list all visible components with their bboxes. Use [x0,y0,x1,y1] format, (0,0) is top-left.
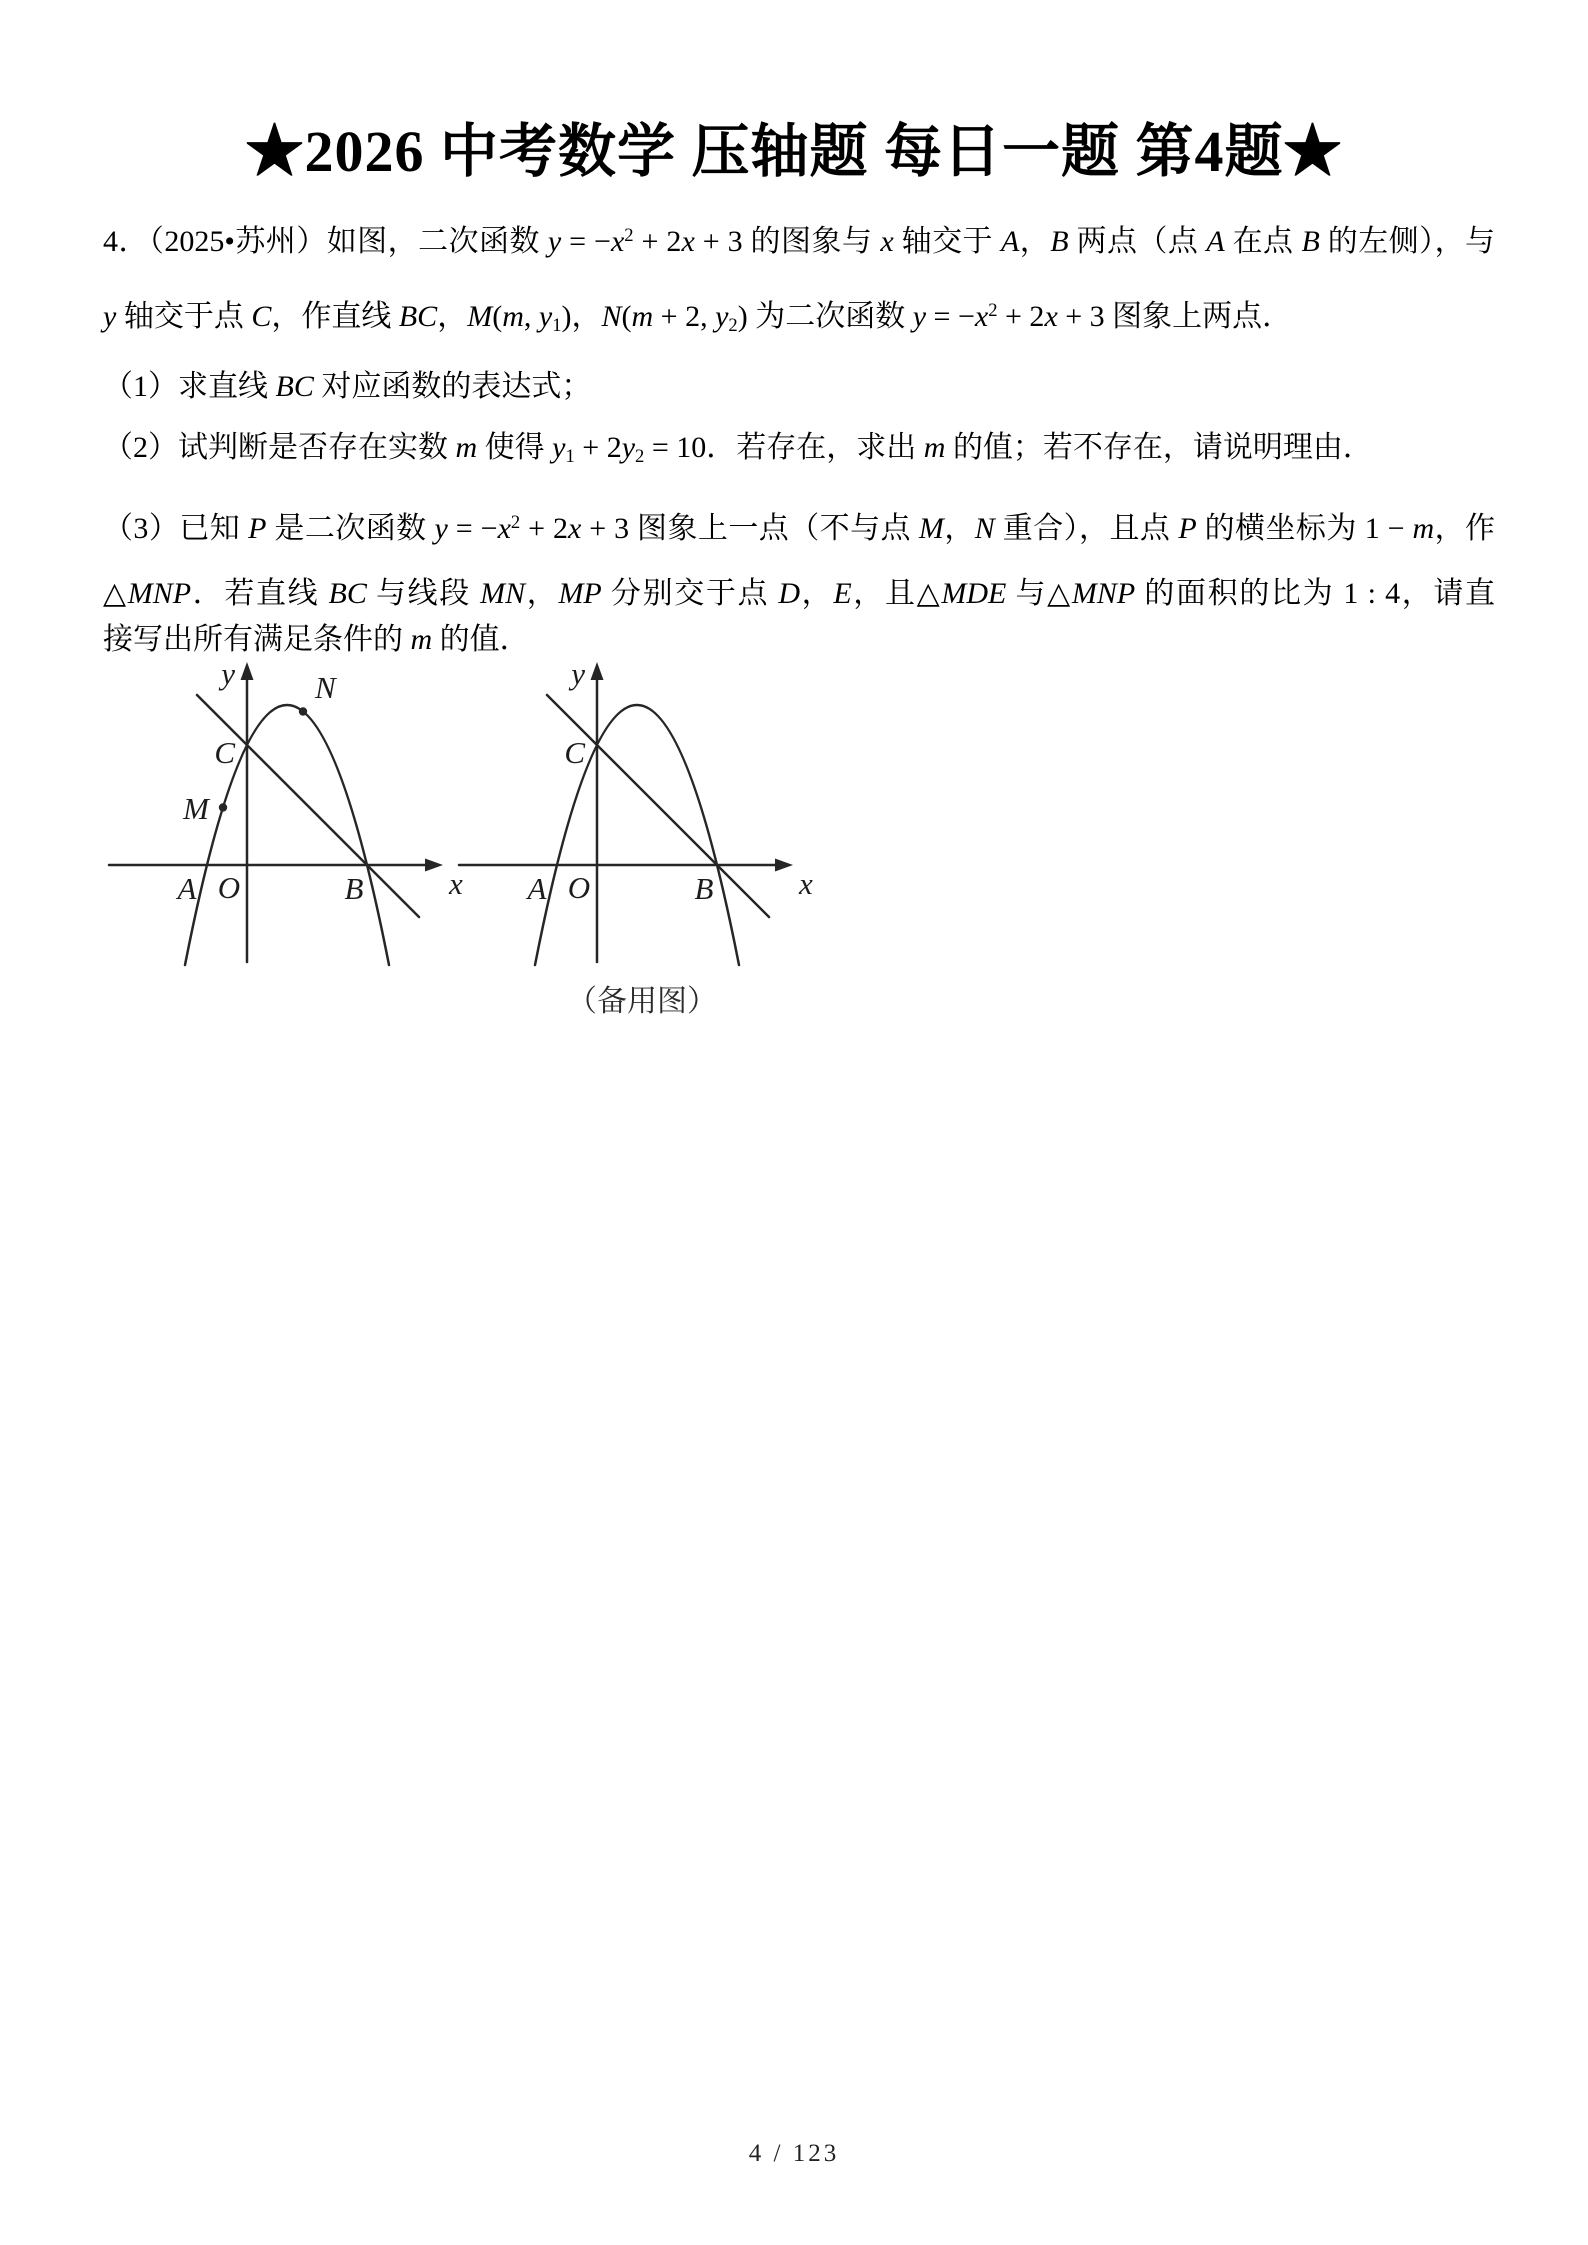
spare-figure-caption: （备用图） [567,985,717,1018]
x-axis-arrow-icon [775,859,793,872]
point-n-label: N [315,670,336,705]
point-c-label: C [214,735,235,770]
point-n-dot [299,707,307,715]
page-title: ★2026 中考数学 压轴题 每日一题 第4题★ [245,119,1343,184]
problem-line-3: （1）求直线 BC 对应函数的表达式； [103,370,592,403]
origin-label: O [567,870,591,905]
y-axis-label: y [571,656,585,691]
y-axis-label: y [221,656,235,691]
figure-main [97,650,487,972]
problem-line-4: （2）试判断是否存在实数 m 使得 $y_1 + 2y_2 = 10$．若存在，求出 m 的值；若不存在，请说明理由． [103,431,1373,468]
problem-line-7: 接写出所有满足条件的 m 的值． [103,623,530,656]
point-c-label: C [564,735,585,770]
point-a-label: A [177,871,197,906]
problem-line-1: 4．（2025•苏州）如图，二次函数 $y = -x^2 + 2x + 3$ 的图象与 x 轴交于 A，B 两点（点 A 在点 B 的左侧），与 [103,224,1496,258]
problem-line-2: y 轴交于点 C，作直线 BC，M(m, $y_1$)，N(m + 2, $y_2$) 为二次函数 $y = -x^2 + 2x + 3$ 图象上两点． [103,299,1293,337]
y-axis-arrow-icon [591,662,604,680]
x-axis-label: x [799,866,813,901]
point-b-label: B [694,871,714,906]
origin-label: O [217,870,241,905]
point-m-label: M [183,791,209,826]
problem-line-6: △MNP．若直线 BC 与线段 MN，MP 分别交于点 D，E，且△MDE 与△MNP 的面积的比为 1 : 4，请直 [103,577,1496,610]
point-a-label: A [527,871,547,906]
y-axis-arrow-icon [241,662,254,680]
page-number: 4 / 123 [748,2140,840,2167]
problem-line-5: （3）已知 P 是二次函数 $y = -x^2 + 2x + 3$ 图象上一点（不与点 M，N 重合），且点 P 的横坐标为 1 − m，作 [103,511,1496,545]
point-m-dot [219,803,227,811]
figure-spare [447,650,837,972]
x-axis-arrow-icon [425,859,443,872]
point-b-label: B [344,871,364,906]
x-axis-label: x [449,866,463,901]
